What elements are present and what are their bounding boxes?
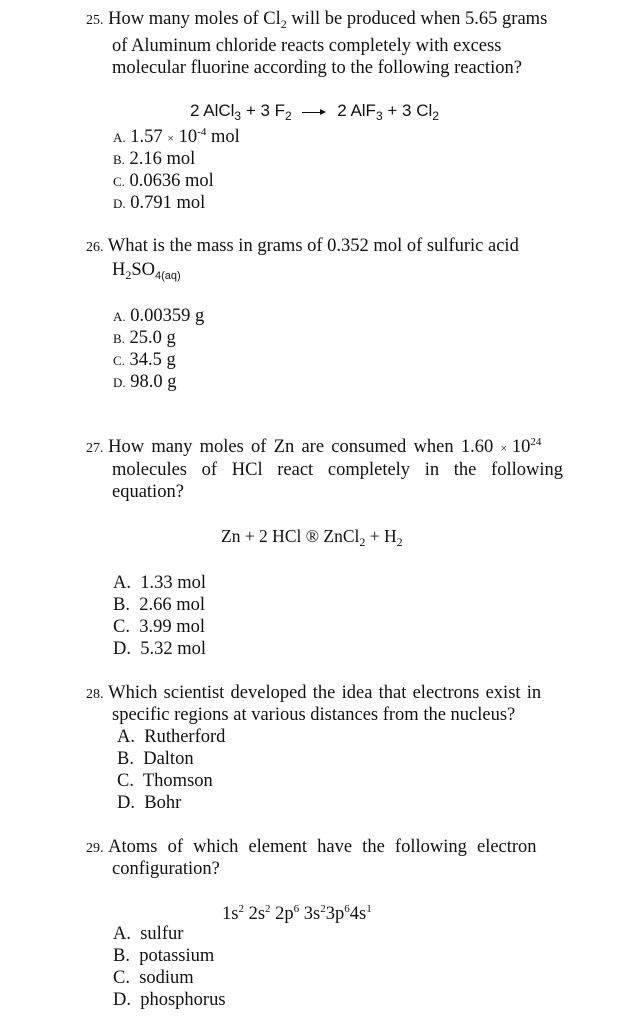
option-c[interactable]: C. sodium — [113, 968, 194, 988]
question-29-line-1 — [86, 836, 537, 860]
eq-term: + 3 F — [241, 101, 286, 120]
option-text: 25.0 g — [129, 328, 176, 348]
config-term: 3p — [325, 904, 345, 924]
superscript: 2 — [238, 903, 244, 915]
question-text: Atoms of which element have the following electron — [108, 837, 537, 857]
subscript: 3 — [234, 109, 242, 123]
eq-term: 2 AlF — [337, 101, 376, 120]
question-25-line-2: of Aluminum chloride reacts completely with excess — [112, 36, 502, 56]
subscript: 2 — [396, 535, 403, 549]
reaction-arrow-icon — [302, 107, 326, 117]
option-a[interactable] — [113, 305, 204, 328]
eq-term: + H — [365, 526, 397, 546]
question-text: Which scientist developed the idea that electrons exist in — [108, 683, 542, 703]
formula — [112, 259, 181, 281]
superscript: 2 — [265, 903, 271, 915]
superscript: 6 — [293, 903, 300, 915]
option-letter: C. — [113, 353, 125, 368]
subscript: 2 — [125, 268, 132, 282]
reaction-equation — [190, 100, 439, 122]
option-d[interactable]: D. phosphorus — [113, 990, 226, 1010]
formula-text: H — [112, 260, 126, 280]
subscript: 2 — [432, 109, 439, 123]
option-b[interactable] — [113, 148, 195, 171]
subscript: 2 — [280, 17, 287, 31]
option-text: mol — [206, 127, 240, 147]
option-text: 0.0636 mol — [129, 171, 214, 191]
superscript: 1 — [366, 903, 372, 915]
option-a[interactable] — [113, 126, 240, 149]
question-number: 27. — [86, 441, 104, 456]
subscript: 2 — [359, 535, 366, 549]
option-text: 98.0 g — [130, 372, 177, 392]
config-term: 2p — [270, 904, 294, 924]
config-term: 1s — [222, 904, 239, 924]
option-b[interactable]: B. Dalton — [117, 749, 194, 769]
question-text: will be produced when 5.65 grams — [286, 9, 548, 29]
eq-term: Zn + 2 HCl ® ZnCl — [221, 526, 360, 546]
subscript: 4(aq) — [155, 270, 181, 282]
question-text: What is the mass in grams of 0.352 mol of sulfuric acid — [107, 236, 519, 256]
option-text: 34.5 g — [129, 350, 176, 370]
question-27-line-1 — [86, 436, 541, 460]
option-b[interactable]: B. 2.66 mol — [113, 595, 205, 615]
option-c[interactable] — [113, 170, 214, 193]
option-letter: D. — [113, 375, 126, 390]
config-term: 2s — [243, 904, 266, 924]
subscript: 2 — [285, 109, 292, 123]
superscript: 24 — [530, 436, 542, 448]
config-term: 4s — [349, 904, 367, 924]
option-a[interactable]: A. 1.33 mol — [113, 573, 207, 593]
config-term: 3s — [299, 904, 321, 924]
option-d[interactable]: D. Bohr — [117, 793, 182, 813]
question-number: 29. — [86, 841, 104, 856]
option-letter: A. — [113, 130, 126, 145]
option-c[interactable]: C. Thomson — [117, 771, 213, 791]
question-text: 10 — [507, 437, 531, 457]
option-c[interactable] — [113, 349, 176, 372]
option-text: 0.791 mol — [130, 193, 206, 213]
question-28-line-2: specific regions at various distances from the nucleus? — [112, 705, 516, 725]
question-27-line-2: molecules of HCl react completely in the following — [112, 460, 563, 480]
question-28-line-1 — [86, 682, 541, 706]
option-d[interactable] — [113, 371, 177, 394]
option-a[interactable]: A. Rutherford — [117, 727, 226, 747]
reaction-equation — [221, 525, 403, 547]
question-25-line-3: molecular fluorine according to the following reaction? — [112, 58, 522, 78]
option-d[interactable]: D. 5.32 mol — [113, 639, 207, 659]
option-a[interactable]: A. sulfur — [113, 924, 184, 944]
eq-term: + 3 Cl — [382, 101, 433, 120]
question-text: How many moles of Zn are consumed when 1.60 — [108, 437, 501, 457]
option-letter: C. — [113, 174, 125, 189]
question-27-line-3: equation? — [112, 482, 184, 502]
question-text: How many moles of Cl — [108, 9, 281, 29]
option-text: 1.57 — [130, 127, 168, 147]
subscript: 3 — [375, 109, 383, 123]
question-number: 26. — [86, 240, 104, 255]
option-b[interactable]: B. potassium — [113, 946, 215, 966]
option-letter: B. — [113, 331, 125, 346]
question-number: 25. — [86, 13, 104, 28]
question-25-line-1 — [86, 8, 547, 32]
option-letter: D. — [113, 196, 126, 211]
option-letter: B. — [113, 152, 125, 167]
option-letter: A. — [113, 309, 126, 324]
superscript: 2 — [320, 903, 326, 915]
option-text: 0.00359 g — [130, 306, 205, 326]
eq-term: 2 AlCl — [190, 101, 235, 120]
superscript: -4 — [197, 126, 207, 138]
option-d[interactable] — [113, 192, 205, 215]
option-text: 2.16 mol — [129, 149, 196, 169]
question-29-line-2: configuration? — [112, 859, 220, 879]
option-b[interactable] — [113, 327, 176, 350]
formula-text: SO — [131, 260, 156, 280]
superscript: 6 — [344, 903, 350, 915]
option-text: 10 — [174, 127, 198, 147]
times-sign: × — [500, 441, 508, 455]
option-c[interactable]: C. 3.99 mol — [113, 617, 205, 637]
question-26-line-1 — [86, 235, 519, 259]
electron-configuration — [222, 903, 372, 925]
times-sign: × — [167, 131, 175, 145]
question-number: 28. — [86, 687, 104, 702]
